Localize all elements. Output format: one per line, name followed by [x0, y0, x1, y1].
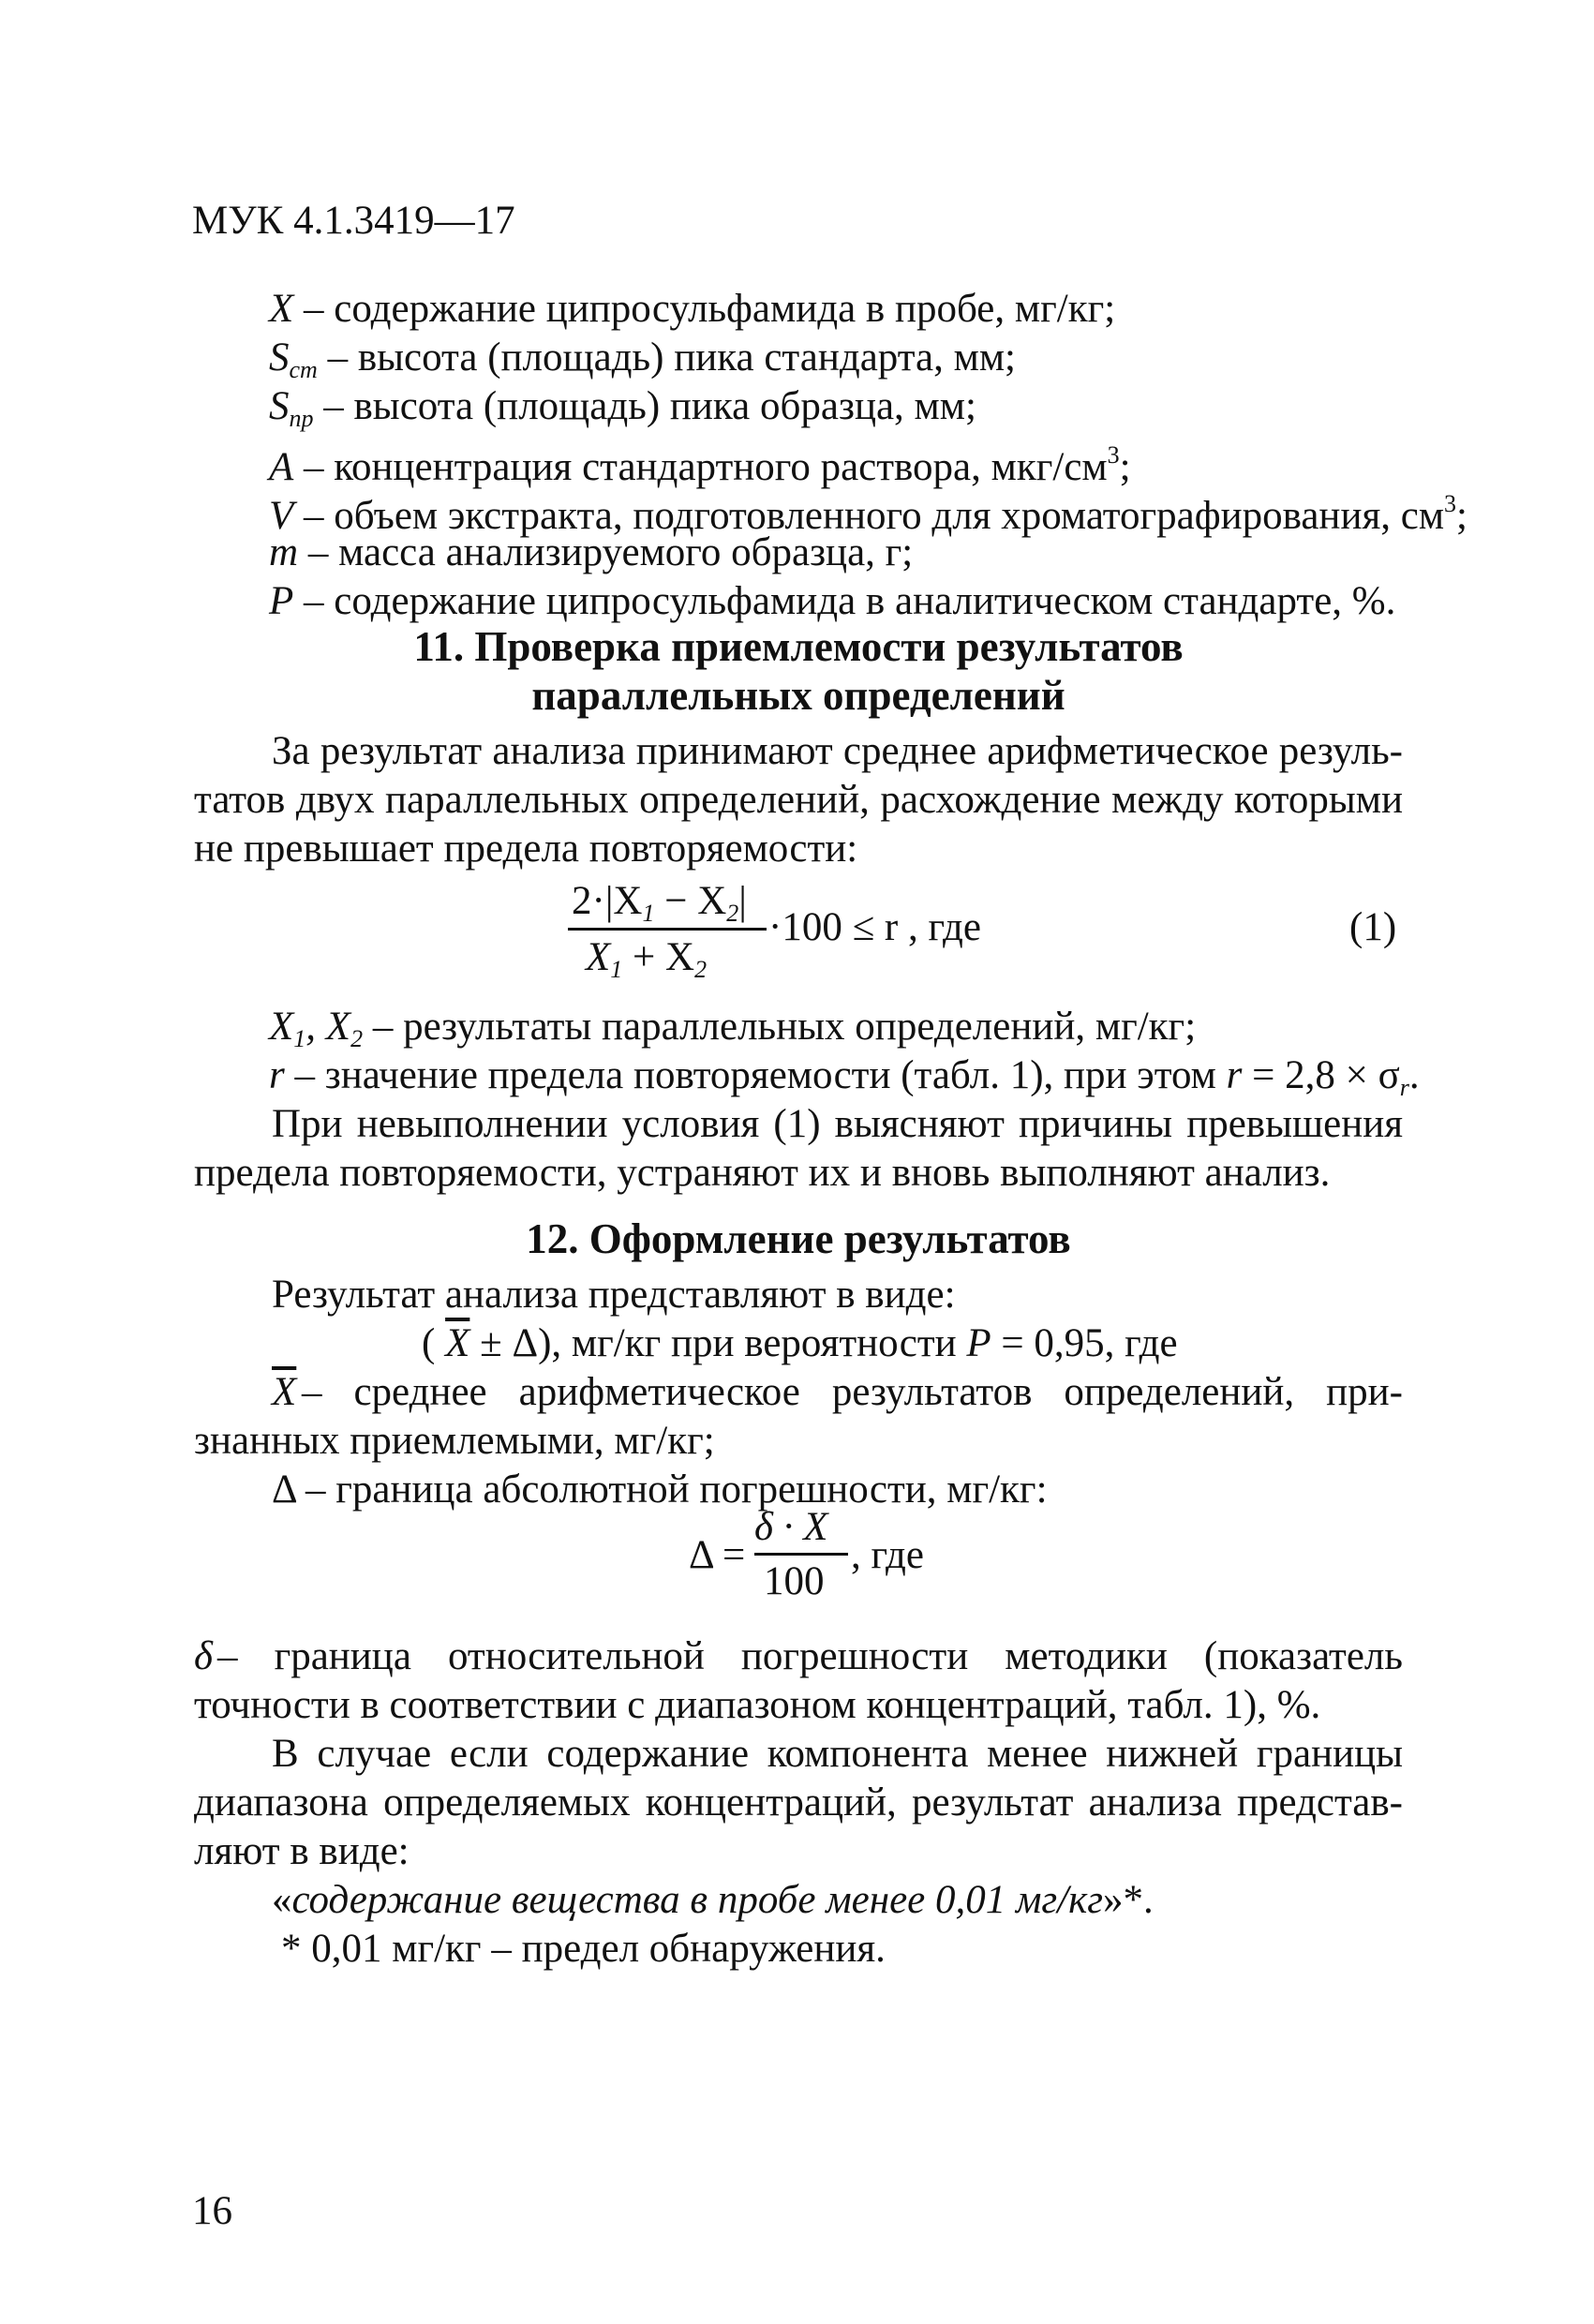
definition-text: – высота (площадь) пика стандарта, мм; — [317, 335, 1017, 380]
footnote: * 0,01 мг/кг – предел обнаружения. — [281, 1927, 886, 1971]
formula-lhs: Δ = — [689, 1533, 746, 1577]
definition-tail: ; — [1456, 494, 1467, 538]
paragraph-line: знанных приемлемыми, мг/кг; — [194, 1419, 715, 1463]
definition-symbol: S — [269, 384, 290, 428]
definition-symbol: V — [269, 494, 294, 538]
section-11-title-line2: параллельных определений — [531, 672, 1065, 719]
formula-rhs: ·100 ≤ r , где — [768, 905, 981, 949]
paragraph-line: При невыполнении условия (1) выясняют причины превышения — [272, 1102, 1403, 1146]
superscript: 3 — [1444, 490, 1457, 517]
definition-item — [269, 577, 1395, 626]
superscript: 3 — [1107, 441, 1120, 469]
paragraph-line: В случае если содержание компонента менее нижней границы — [272, 1732, 1403, 1776]
definition-symbol: A — [269, 445, 294, 489]
paragraph-line: татов двух параллельных определений, расхождение между которыми — [194, 778, 1403, 822]
definition-item — [269, 529, 913, 577]
legend-x1-x2: $X_1$, $X_2$ – результаты параллельных определений, мг/кг; — [269, 1005, 1197, 1052]
section-11-title-line1: 11. Проверка приемлемости результатов — [413, 623, 1184, 670]
document-code: МУК 4.1.3419—17 — [192, 199, 515, 243]
definition-subscript: np — [289, 405, 314, 432]
definition-text: – концентрация стандартного раствора, мкг/см — [293, 445, 1108, 489]
definition-item — [269, 285, 1115, 334]
legend-r: r – значение предела повторяемости (табл. 1), при этом $r = 2,8 \times \sigma_r$. — [269, 1053, 1420, 1101]
formula-numerator: $2\cdot|X_1 - X_2|$ — [572, 879, 747, 927]
paragraph-line: Результат анализа представляют в виде: — [272, 1273, 956, 1317]
result-quote: «содержание вещества в пробе менее 0,01 мг/кг»*. — [272, 1878, 1154, 1922]
paragraph-line: точности в соответствии с диапазоном концентраций, табл. 1), %. — [194, 1683, 1321, 1727]
definition-subscript: cm — [289, 356, 318, 383]
paragraph-line: За результат анализа принимают среднее арифметическое резуль- — [272, 729, 1403, 773]
page-number: 16 — [192, 2189, 232, 2233]
paragraph-line: – граница относительной погрешности методики (показатель — [217, 1634, 1403, 1678]
definition-text: – объем экстракта, подготовленного для хроматографирования, см — [293, 494, 1445, 538]
definition-text: – масса анализируемого образца, г; — [298, 530, 914, 574]
definition-symbol: P — [269, 579, 294, 623]
delta-definition: Δ – граница абсолютной погрешности, мг/кг: — [272, 1467, 1048, 1512]
paragraph-line: не превышает предела повторяемости: — [194, 827, 858, 871]
formula-number: (1) — [1349, 905, 1397, 949]
fraction-bar — [754, 1553, 848, 1556]
definition-symbol: S — [269, 335, 290, 380]
fraction-bar — [568, 928, 767, 931]
definition-tail: ; — [1119, 445, 1131, 489]
formula-denominator: 100 — [764, 1559, 825, 1603]
formula-denominator: $X_1 + X_2$ — [586, 935, 708, 983]
paragraph-line: – среднее арифметическое результатов определений, при- — [302, 1370, 1403, 1414]
definition-text: – содержание ципросульфамида в аналитическом стандарте, %. — [293, 579, 1396, 623]
x-bar-definition-sym: $\overline{X}$ — [272, 1370, 297, 1414]
definition-symbol: X — [269, 287, 294, 331]
definition-symbol: m — [269, 530, 299, 574]
formula-numerator: δ · X — [754, 1505, 828, 1549]
paragraph-line: ляют в виде: — [194, 1829, 410, 1873]
x-bar-symbol: $\overline{X}$ — [445, 1321, 470, 1365]
definition-text: – содержание ципросульфамида в пробе, мг/кг; — [293, 287, 1116, 331]
formula-rhs: , где — [851, 1533, 924, 1577]
result-form-line: ( $\overline{X} \pm \Delta$), мг/кг при вероятности P = 0,95, где — [422, 1321, 1178, 1365]
section-12-title: 12. Оформление результатов — [526, 1215, 1071, 1262]
delta-rel-sym: δ — [194, 1634, 213, 1678]
paragraph-line: предела повторяемости, устраняют их и вновь выполняют анализ. — [194, 1151, 1331, 1195]
paragraph-line: диапазона определяемых концентраций, результат анализа представ- — [194, 1780, 1403, 1825]
definition-text: – высота (площадь) пика образца, мм; — [313, 384, 976, 428]
